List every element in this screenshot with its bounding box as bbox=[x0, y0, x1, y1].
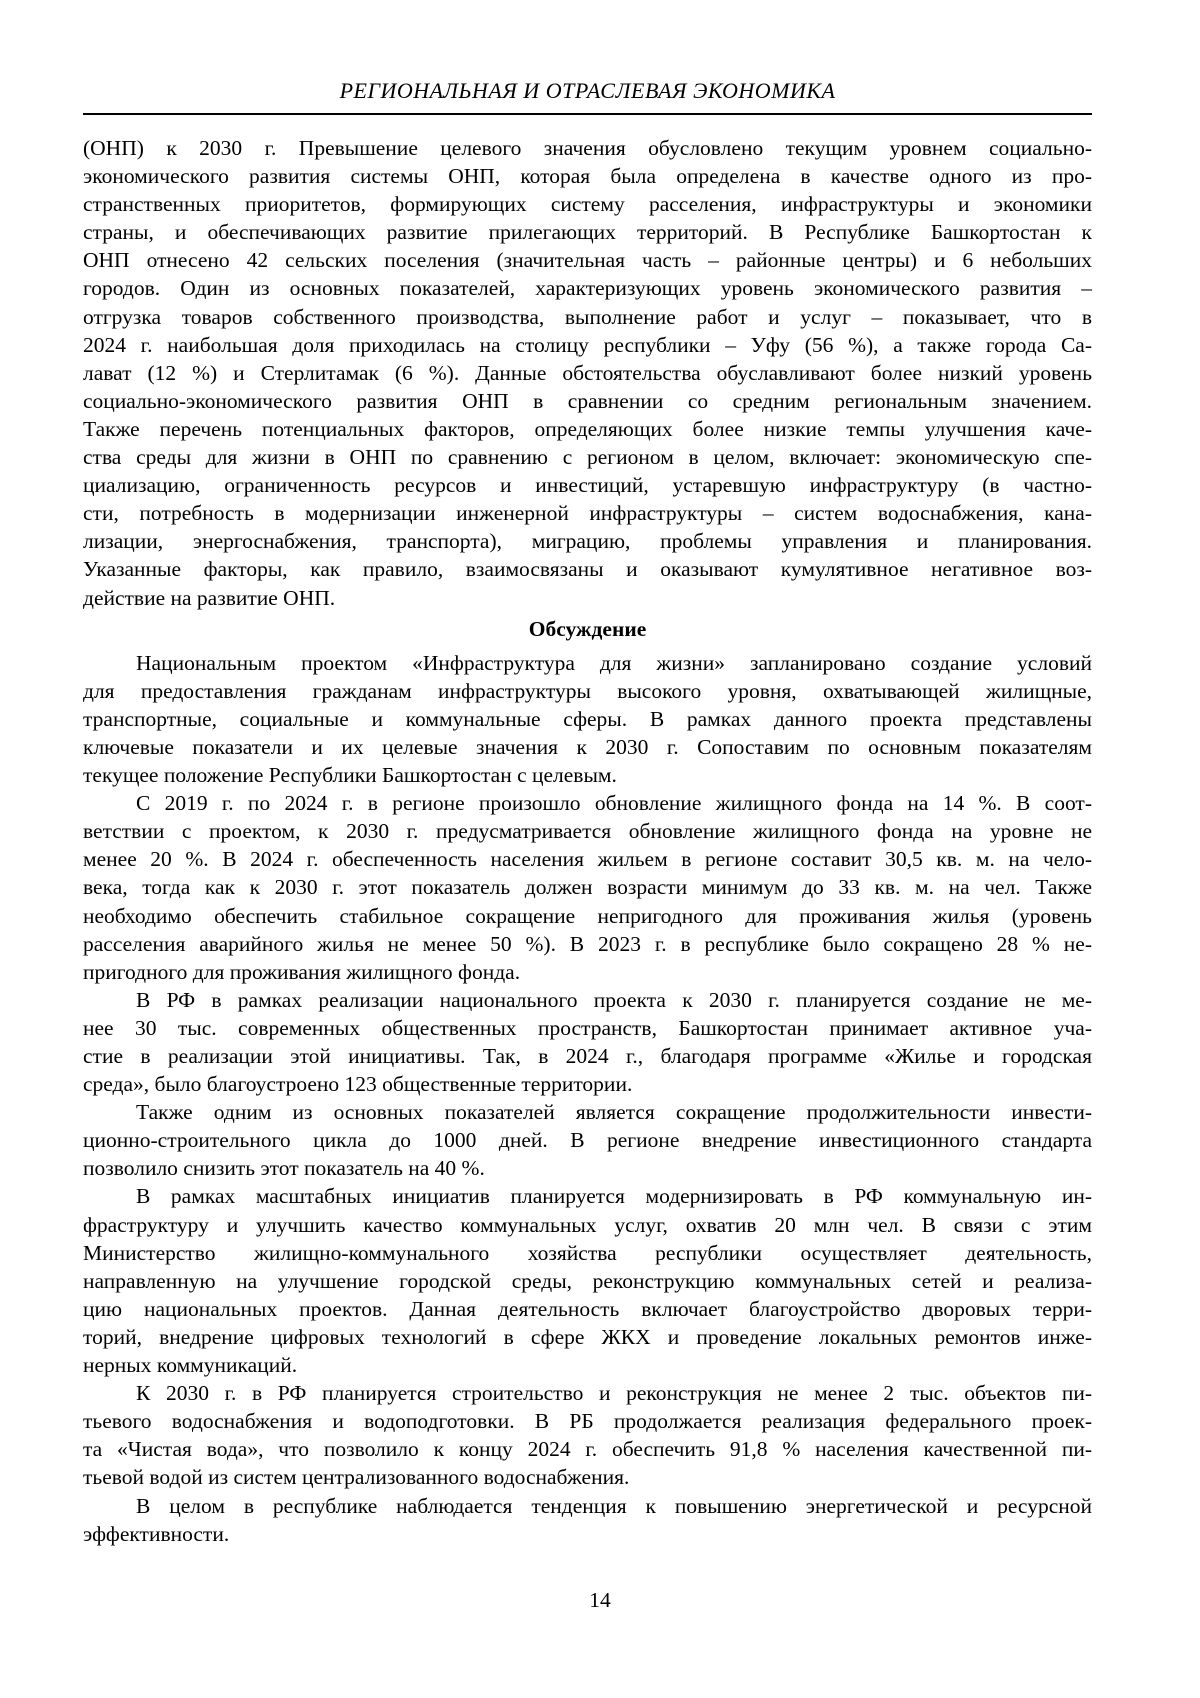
text-line: ветствии с проектом, к 2030 г. предусматривается обновление жилищного фонда на уровне не bbox=[83, 819, 1092, 844]
text-line: необходимо обеспечить стабильное сокращение непригодного для проживания жилья (уровень bbox=[83, 903, 1092, 928]
text-line: страны, и обеспечивающих развитие прилегающих территорий. В Республике Башкортостан к bbox=[83, 220, 1092, 245]
text-line: Также перечень потенциальных факторов, определяющих более низкие темпы улучшения каче- bbox=[83, 416, 1092, 441]
text-line: позволило снизить этот показатель на 40 %. bbox=[83, 1156, 485, 1181]
text-line: торий, внедрение цифровых технологий в сфере ЖКХ и проведение локальных ремонтов инже- bbox=[83, 1324, 1092, 1349]
text-line: В целом в республике наблюдается тенденция к повышению энергетической и ресурсной bbox=[136, 1493, 1092, 1518]
text-line: та «Чистая вода», что позволило к концу 2024 г. обеспечить 91,8 % населения качественной пи- bbox=[83, 1437, 1092, 1462]
text-line: сти, потребность в модернизации инженерной инфраструктуры – систем водоснабжения, кана- bbox=[83, 501, 1092, 526]
text-line: В рамках масштабных инициатив планируется модернизировать в РФ коммунальную ин- bbox=[136, 1184, 1092, 1209]
header-rule bbox=[83, 113, 1092, 115]
text-line: К 2030 г. в РФ планируется строительство и реконструкция не менее 2 тыс. объектов пи- bbox=[136, 1381, 1092, 1406]
running-head: РЕГИОНАЛЬНАЯ И ОТРАСЛЕВАЯ ЭКОНОМИКА bbox=[339, 78, 836, 103]
text-line: ционно-строительного цикла до 1000 дней. В регионе внедрение инвестиционного стандарта bbox=[83, 1128, 1092, 1153]
text-line: расселения аварийного жилья не менее 50 %). В 2023 г. в республике было сокращено 28 % не- bbox=[83, 931, 1092, 956]
text-line: менее 20 %. В 2024 г. обеспеченность населения жильем в регионе составит 30,5 кв. м. на чело- bbox=[83, 847, 1092, 872]
text-line: тьевой водой из систем централизованного водоснабжения. bbox=[83, 1465, 630, 1490]
text-line: ОНП отнесено 42 сельских поселения (значительная часть – районные центры) и 6 небольших bbox=[83, 248, 1092, 273]
paragraph bbox=[83, 1098, 1092, 1182]
document-body bbox=[83, 134, 1092, 1548]
text-line: отгрузка товаров собственного производства, выполнение работ и услуг – показывает, что в bbox=[83, 304, 1092, 329]
text-line: эффективности. bbox=[83, 1521, 230, 1546]
text-line: Национальным проектом «Инфраструктура для жизни» запланировано создание условий bbox=[136, 650, 1092, 675]
text-line: транспортные, социальные и коммунальные сферы. В рамках данного проекта представлены bbox=[83, 706, 1092, 731]
paragraph bbox=[83, 1379, 1092, 1491]
text-line: цию национальных проектов. Данная деятельность включает благоустройство дворовых терри- bbox=[83, 1296, 1092, 1321]
text-line: лават (12 %) и Стерлитамак (6 %). Данные обстоятельства обуславливают более низкий уровень bbox=[83, 360, 1092, 385]
text-line: лизации, энергоснабжения, транспорта), миграцию, проблемы управления и планирования. bbox=[83, 529, 1092, 554]
text-line: экономического развития системы ОНП, которая была определена в качестве одного из про- bbox=[83, 164, 1092, 189]
paragraph bbox=[83, 649, 1092, 789]
text-line: Указанные факторы, как правило, взаимосвязаны и оказывают кумулятивное негативное воз- bbox=[83, 557, 1092, 582]
text-line: циализацию, ограниченность ресурсов и инвестиций, устаревшую инфраструктуру (в частно- bbox=[83, 473, 1092, 498]
text-line: века, тогда как к 2030 г. этот показатель должен возрасти минимум до 33 кв. м. на чел. Также bbox=[83, 875, 1092, 900]
paragraph bbox=[83, 1182, 1092, 1379]
text-line: тьевого водоснабжения и водоподготовки. В РБ продолжается реализация федерального проек- bbox=[83, 1409, 1092, 1434]
text-line: нерных коммуникаций. bbox=[83, 1353, 298, 1378]
text-line: ства среды для жизни в ОНП по сравнению с регионом в целом, включает: экономическую спе- bbox=[83, 445, 1092, 470]
text-line: городов. Один из основных показателей, характеризующих уровень экономического развития – bbox=[83, 276, 1092, 301]
text-line: нее 30 тыс. современных общественных пространств, Башкортостан принимает активное уча- bbox=[83, 1015, 1092, 1040]
text-line: направленную на улучшение городской среды, реконструкцию коммунальных сетей и реализа- bbox=[83, 1268, 1092, 1293]
text-line: В РФ в рамках реализации национального проекта к 2030 г. планируется создание не ме- bbox=[136, 987, 1092, 1012]
text-line: Также одним из основных показателей является сокращение продолжительности инвести- bbox=[136, 1100, 1092, 1125]
text-line: странственных приоритетов, формирующих систему расселения, инфраструктуры и экономики bbox=[83, 192, 1092, 217]
text-line: фраструктуру и улучшить качество коммунальных услуг, охватив 20 млн чел. В связи с этим bbox=[83, 1212, 1092, 1237]
text-line: социально-экономического развития ОНП в сравнении со средним региональным значением. bbox=[83, 388, 1092, 413]
paragraph bbox=[83, 986, 1092, 1098]
page-content bbox=[83, 78, 1092, 1548]
text-line: стие в реализации этой инициативы. Так, в 2024 г., благодаря программе «Жилье и городская bbox=[83, 1044, 1092, 1068]
text-line: пригодного для проживания жилищного фонда. bbox=[83, 959, 521, 984]
page-number: 14 bbox=[589, 1588, 611, 1612]
paragraph bbox=[83, 789, 1092, 986]
text-line: среда», было благоустроено 123 общественные территории. bbox=[83, 1072, 633, 1097]
text-line: (ОНП) к 2030 г. Превышение целевого значения обусловлено текущим уровнем социально- bbox=[83, 136, 1092, 160]
text-line: для предоставления гражданам инфраструктуры высокого уровня, охватывающей жилищные, bbox=[83, 678, 1092, 703]
text-line: ключевые показатели и их целевые значения к 2030 г. Сопоставим по основным показателям bbox=[83, 734, 1092, 759]
text-line: С 2019 г. по 2024 г. в регионе произошло обновление жилищного фонда на 14 %. В соот- bbox=[136, 791, 1092, 816]
text-line: 2024 г. наибольшая доля приходилась на столицу республики – Уфу (56 %), а также города Са- bbox=[83, 332, 1092, 357]
text-line: Министерство жилищно-коммунального хозяйства республики осуществляет деятельность, bbox=[83, 1240, 1092, 1265]
text-line: действие на развитие ОНП. bbox=[83, 585, 336, 610]
paragraph bbox=[83, 134, 1092, 612]
section-heading: Обсуждение bbox=[528, 616, 647, 641]
paragraph bbox=[83, 1492, 1092, 1548]
text-line: текущее положение Республики Башкортостан с целевым. bbox=[83, 763, 617, 788]
